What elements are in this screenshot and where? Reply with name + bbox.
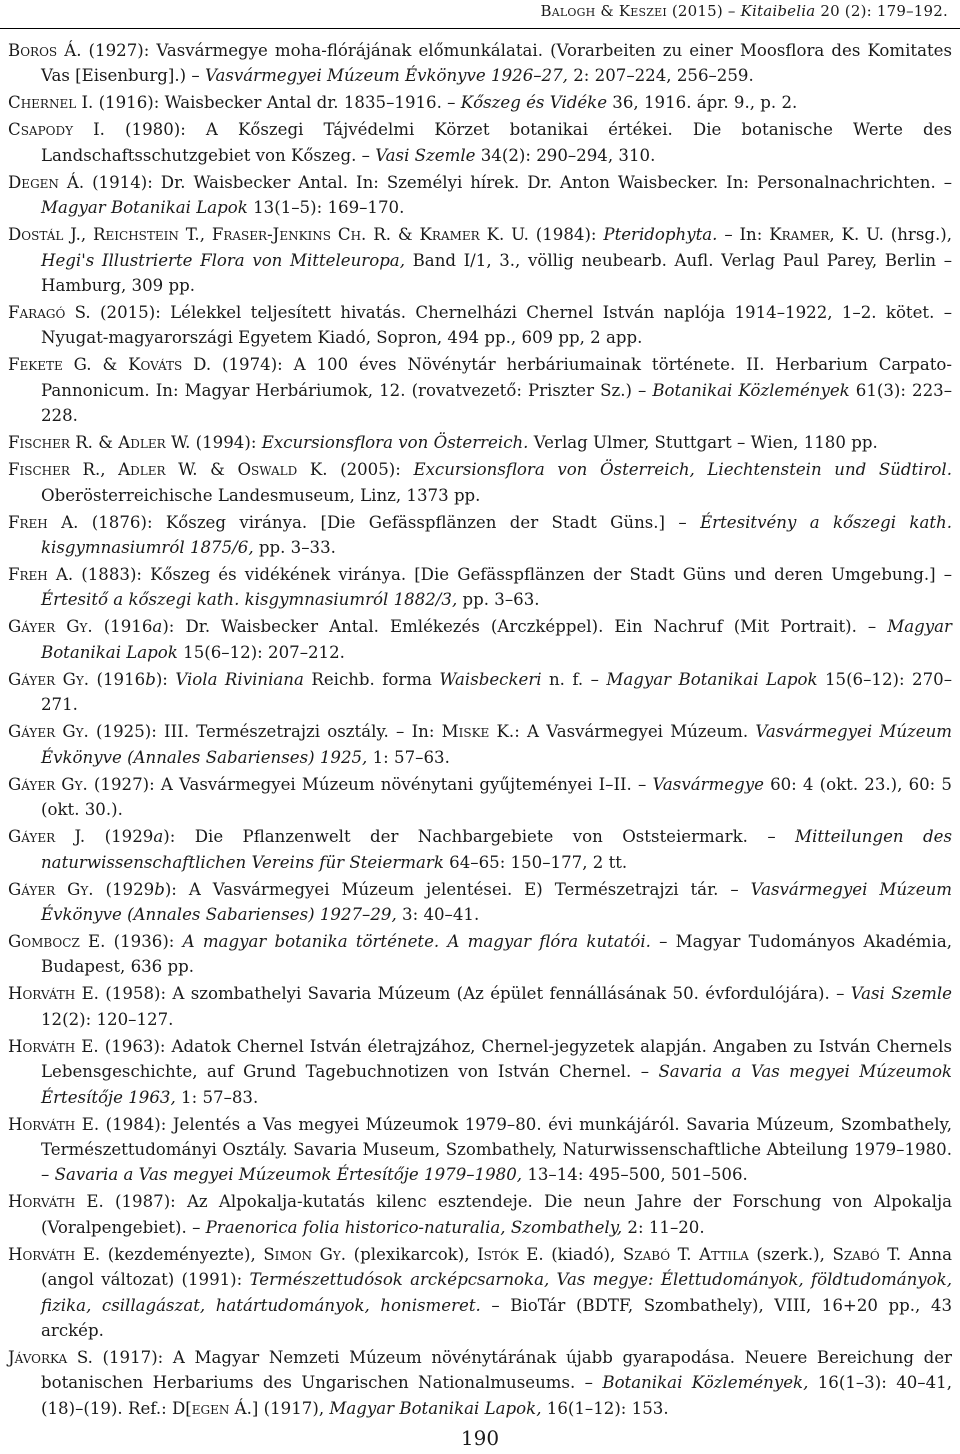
reference-text: (1984): Jelentés a Vas megyei Múzeumok 1979–80. évi munkájáról. Savaria Múzeum, Szombathely, Természettudományi Osztály. Savaria Museum, Szombathely, Naturwissenschaftliche Abteilung 1979–1980. – [41,1114,952,1185]
reference-text: : A Vasvármegyei Múzeum. [514,722,756,742]
reference-text: (1876): Kőszeg viránya. [Die Gefässpflänzen der Stadt Güns.] – [78,512,701,532]
reference-entry [8,1242,952,1344]
reference-entry [8,300,952,351]
reference-title: Vasvármegyei Múzeum Évkönyve (Annales Sabarienses) 1925, [41,722,953,767]
reference-text: 60: 4 (okt. 23.), 60: 5 (okt. 30.). [41,774,952,820]
reference-title: Botanikai Közlemények [652,380,850,400]
reference-text: (1974): A 100 éves Növénytár herbáriumainak története. II. Herbarium Carpato-Pannonicum. In: Magyar Herbáriumok, 12. (rovatvezető: Priszter Sz.) – [41,355,952,400]
reference-author: Horváth E. [8,1192,104,1212]
reference-title: Magyar Botanikai Lapok, [329,1398,542,1418]
reference-text: 1: 57–83. [175,1087,259,1107]
reference-title: Botanikai Közlemények, [602,1373,809,1393]
reference-title: Pteridophyta. [603,225,718,245]
reference-text: 64–65: 150–177, 2 tt. [443,852,628,872]
reference-author: Fekete G. [8,355,92,375]
reference-text: & [92,433,119,453]
reference-author: Horváth E. [8,1244,101,1264]
reference-entry [8,1189,952,1240]
reference-text: 36, 1916. ápr. 9., p. 2. [607,93,798,113]
reference-text: – In: [717,225,770,245]
reference-text: 3: 40–41. [396,904,480,924]
reference-text: (1936): [105,931,183,951]
reference-text: ): Die Pflanzenwelt der Nachbargebiete von Oststeiermark. – [163,827,796,847]
reference-text: – BioTár (BDTF, Szombathely), VIII, 16+20 pp., 43 arckép. [41,1295,952,1340]
reference-text: Band I/1, 3., völlig neubearb. Aufl. Verlag Paul Parey, Berlin – Hamburg, 309 pp. [41,250,952,296]
reference-author: Horváth E. [8,984,99,1004]
reference-entry [8,877,952,928]
reference-title: Értesitvény a kőszegi kath. kisgymnasiumról 1875/6, [41,512,952,558]
reference-author: Reichstein T. [93,225,200,245]
reference-entry [8,719,952,770]
reference-entry [8,457,952,508]
reference-text: (1958): A szombathelyi Savaria Múzeum (Az épület fennállásának 50. évfordulójára). – [98,984,851,1004]
reference-author: Fischer R. [8,460,101,480]
header-issue: 20 (2): 179–192. [820,2,948,20]
header-journal: Kitaibelia [740,2,816,20]
reference-entry [8,1112,952,1188]
reference-author: Szabó T. [832,1244,902,1264]
reference-title: A magyar botanika története. A magyar flóra kutatói. [182,931,651,951]
running-header: Balogh & Keszei (2015) – Kitaibelia 20 (2): 179–192. [540,2,948,20]
reference-title: Savaria a Vas megyei Múzeumok Értesítője 1979–1980, [54,1165,523,1185]
reference-title: a [153,827,164,847]
reference-entry [8,38,952,89]
reference-author: Kováts D. [128,355,212,375]
reference-title: Viola Riviniana [175,669,304,689]
reference-text: & [390,225,420,245]
reference-author: Gombocz E. [8,931,106,951]
reference-entry [8,667,952,718]
reference-author: Adler W. [118,460,198,480]
reference-author: Kramer, K. U. [769,225,884,245]
reference-author: Gáyer Gy. [8,669,90,689]
reference-author: Szabó T. Attila [622,1244,749,1264]
reference-text: (1927): A Vasvármegyei Múzeum növénytani gyűjteményei I–II. – [87,774,653,794]
reference-author: Gáyer Gy. [8,774,88,794]
reference-text: (1916 [92,617,153,637]
reference-entry [8,170,952,221]
reference-title: Vasvármegye [652,774,764,794]
reference-entry [8,430,952,455]
reference-text: n. f. – [541,669,607,689]
reference-author: Gáyer Gy. [8,879,94,899]
reference-entry [8,981,952,1032]
reference-text: (hrsg.), [883,225,952,245]
reference-author: Boros Á. [8,41,82,60]
reference-text: (1917): A Magyar Nemzeti Múzeum növénytárának újabb gyarapodása. Neuere Bereichung der botanischen Herbariums des Ungarischen Nationalmuseums. – [41,1347,952,1393]
reference-text: (2005): [327,460,414,480]
header-year: (2015) [671,2,723,20]
reference-text: 16(1–12): 153. [541,1398,669,1418]
reference-author: Gáyer J. [8,827,86,847]
reference-entry [8,1034,952,1110]
reference-text: 1: 57–63. [367,747,450,767]
reference-author: Kramer K. U. [419,225,529,245]
reference-title: a [152,617,163,637]
reference-text: (1984): [528,225,604,245]
reference-entry [8,222,952,298]
reference-title: Mitteilungen des naturwissenschaftlichen Vereins für Steiermark [41,827,952,872]
reference-author: Fischer R. [8,433,93,453]
reference-title: Kőszeg és Vidéke [460,93,608,113]
reference-text: 61(3): 223–228. [41,380,953,426]
reference-text: (1914): Dr. Waisbecker Antal. In: Személyi hírek. Dr. Anton Waisbecker. In: Personalnachrichten. – [84,172,952,192]
reference-author: Jávorka S. [8,1347,93,1367]
reference-text: (1994): [190,433,262,453]
reference-text: (1927): Vasvármegye moha-flórájának előmunkálatai. (Vorarbeiten zu einer Moosflora des Komitates Vas [Eisenburg].) – [41,41,952,86]
reference-text: , [100,460,119,480]
reference-author: Horváth E. [8,1036,99,1056]
reference-text: (1963): Adatok Chernel István életrajzához, Chernel-jegyzetek alapján. Angaben zu István Chernels Lebensgeschichte, auf Grund Tagebuchnotizen von István Chernel. – [41,1036,952,1082]
reference-text: Oberösterreichische Landesmuseum, Linz, 1373 pp. [41,485,481,505]
reference-entry [8,352,952,428]
reference-title: Vasi Szemle [850,984,952,1004]
reference-entry [8,90,952,115]
reference-text: ] (1917), [251,1398,330,1418]
reference-text: 13(1–5): 169–170. [247,198,405,218]
reference-title: Savaria a Vas megyei Múzeumok Értesítője 1963, [41,1062,952,1107]
reference-text: & [91,355,129,375]
reference-author: Chernel I. [8,93,94,113]
reference-author: Csapody I. [8,120,105,140]
reference-text: (1916): Waisbecker Antal dr. 1835–1916. – [93,93,461,113]
reference-title: Magyar Botanikai Lapok [606,669,818,689]
reference-title: Természettudósok arcképcsarnoka, Vas megye: Élettudományok, földtudományok, fizika, csillagászat, határtudományok, honismeret. [41,1270,952,1315]
reference-text: Anna (angol változat) (1991): [41,1244,953,1290]
reference-title: b [154,879,165,899]
reference-text: , [80,225,94,245]
reference-text: 15(6–12): 270–271. [41,669,952,715]
reference-title: Excursionsflora von Österreich, Liechtenstein und Südtirol. [413,460,952,480]
reference-text: & [197,460,238,480]
reference-text: (1929 [85,827,154,847]
reference-author: Gáyer Gy. [8,722,89,742]
reference-author: Faragó S. [8,303,91,323]
reference-text: 2: 11–20. [622,1217,705,1237]
reference-text: , [199,225,212,245]
reference-text: (szerk.), [748,1244,833,1264]
reference-title: Értesitő a kőszegi kath. kisgymnasiumról 1882/3, [41,590,458,610]
reference-entry [8,614,952,665]
reference-entry [8,824,952,875]
reference-text: Reichb. forma [303,669,440,689]
reference-entry [8,1345,952,1421]
reference-text: (1883): Kőszeg és vidékének viránya. [Die Gefässpflänzen der Stadt Güns und deren Umgebung.] – [73,565,952,585]
reference-author: egen Á. [191,1398,252,1418]
reference-title: Waisbeckeri [439,669,542,689]
reference-text: 2: 207–224, 256–259. [567,66,754,86]
reference-entry [8,772,952,823]
reference-text: (1980): A Kőszegi Tájvédelmi Körzet botanikai értékei. Die botanische Werte des Landschaftsschutzgebiet von Kőszeg. – [41,120,952,165]
reference-text: ): A Vasvármegyei Múzeum jelentései. E) Természetrajzi tár. – [164,879,751,899]
reference-title: Vasvármegyei Múzeum Évkönyve 1926–27, [205,66,568,86]
reference-text: Verlag Ulmer, Stuttgart – Wien, 1180 pp. [528,433,878,453]
reference-text: 13–14: 495–500, 501–506. [522,1165,748,1185]
reference-title: b [145,669,156,689]
reference-text: (1987): Az Alpokalja-kutatás kilenc esztendeje. Die neun Jahre der Forschung von Alpokalja (Voralpengebiet). – [41,1192,952,1237]
reference-author: Gáyer Gy. [8,617,93,637]
reference-text: (kiadó), [543,1244,623,1264]
reference-text: (1925): III. Természetrajzi osztály. – In: [88,722,442,742]
reference-author: Fraser-Jenkins Ch. R. [211,225,391,245]
reference-author: Horváth E. [8,1114,100,1134]
reference-text: (plexikarcok), [346,1244,478,1264]
reference-author: Simon Gy. [263,1244,347,1264]
reference-title: Praenorica folia historico-naturalia, Szombathely, [205,1217,623,1237]
page-number: 190 [460,1426,500,1450]
reference-author: Miske K. [441,722,515,742]
reference-author: Adler W. [118,433,191,453]
reference-text: – Magyar Tudományos Akadémia, Budapest, 636 pp. [41,931,952,977]
reference-list [8,38,952,1423]
reference-author: Dostál J. [8,225,81,245]
reference-author: Oswald K. [237,460,328,480]
reference-entry [8,510,952,561]
reference-text: 34(2): 290–294, 310. [475,145,656,165]
reference-entry [8,929,952,980]
reference-text: (2015): Lélekkel teljesített hivatás. Chernelházi Chernel István naplója 1914–1922, 1–2. kötet. – Nyugat-magyarországi Egyetem Kiadó, Sopron, 494 pp., 609 pp, 2 app. [41,303,952,348]
reference-author: Istók E. [477,1244,544,1264]
reference-entry [8,117,952,168]
reference-title: Hegi's Illustrierte Flora von Mitteleuropa, [41,250,405,270]
reference-text: 12(2): 120–127. [41,1009,174,1029]
reference-text: 16(1–3): 40–41, (18)–(19). Ref.: D[ [41,1373,952,1418]
reference-title: Magyar Botanikai Lapok [41,617,952,662]
reference-author: Freh A. [8,512,79,532]
reference-author: Freh A. [8,565,74,585]
header-rule [0,28,960,29]
reference-entry [8,562,952,613]
reference-text: ): [155,669,176,689]
reference-author: Degen Á. [8,172,85,192]
reference-text: (1916 [89,669,146,689]
reference-title: Magyar Botanikai Lapok [41,198,248,218]
reference-title: Vasvármegyei Múzeum Évkönyve (Annales Sabarienses) 1927–29, [41,879,952,924]
reference-text: pp. 3–63. [457,590,540,610]
reference-title: Excursionsflora von Österreich. [261,433,529,453]
reference-text: pp. 3–33. [253,538,336,558]
reference-text: ): Dr. Waisbecker Antal. Emlékezés (Arczképpel). Ein Nachruf (Mit Portrait). – [162,617,888,637]
header-authors: Balogh & Keszei [540,2,667,20]
reference-text: (1929 [93,879,155,899]
reference-title: Vasi Szemle [375,145,476,165]
reference-text: 15(6–12): 207–212. [177,642,345,662]
reference-text: (kezdeményezte), [100,1244,264,1264]
